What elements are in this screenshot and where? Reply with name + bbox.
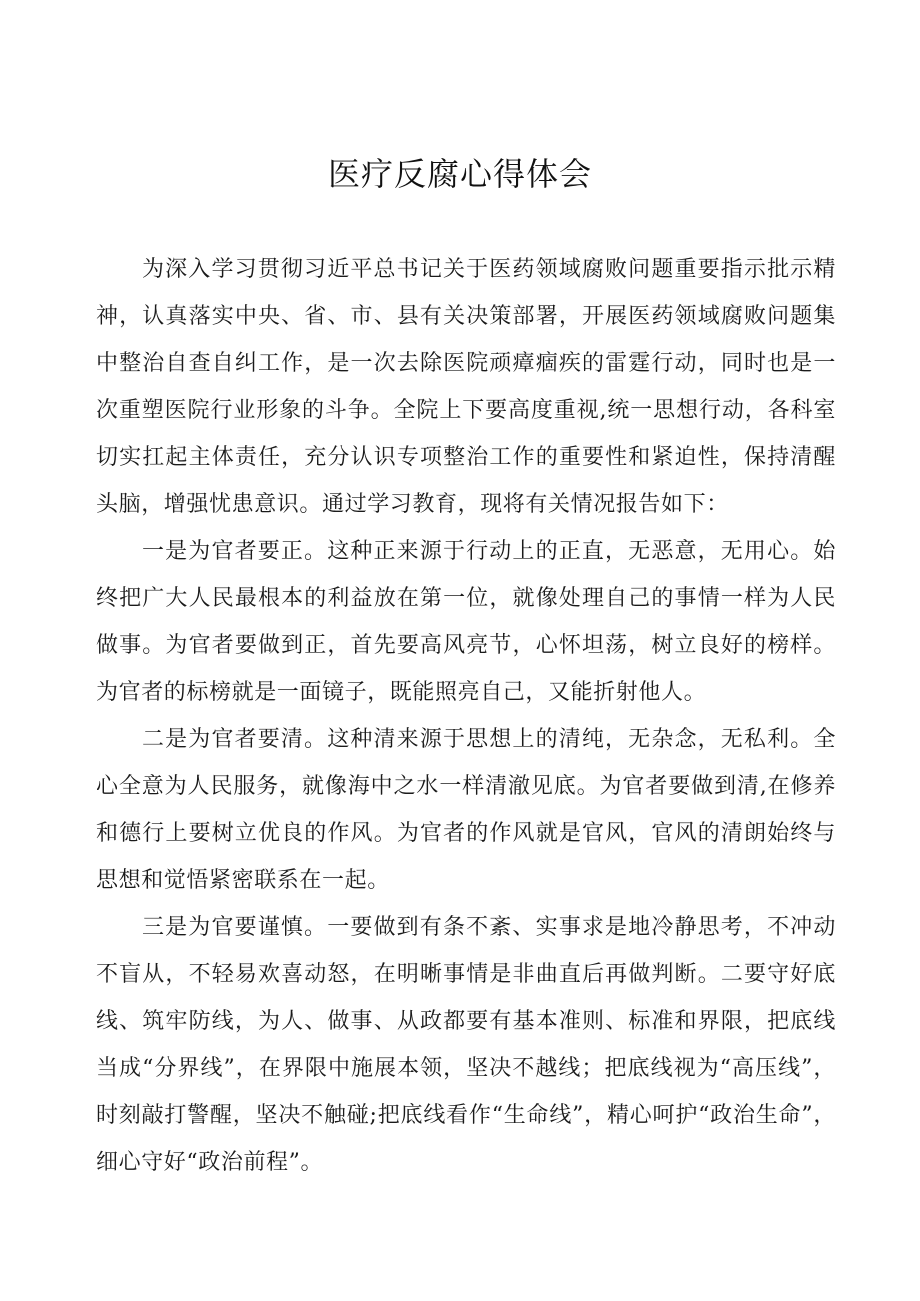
- document-title: 医疗反腐心得体会: [327, 155, 592, 193]
- paragraph-point-three: 三是为官要谨慎。一要做到有条不紊、实事求是地冷静思考，不冲动不盲从，不轻易欢喜动怒，在明晰事情是非曲直后再做判断。二要守好底线、筑牢防线，为人、做事、从政都要有基本准则、标准和界限，把底线当成“分界线”，在界限中施展本领，坚决不越线；把底线视为“高压线”，时刻敲打警醒，坚决不触碰;把底线看作“生命线”，精心呵护“政治生命”，细心守好“政治前程”。: [96, 915, 836, 1175]
- paragraph-point-two: 二是为官者要清。这种清来源于思想上的清纯，无杂念，无私利。全心全意为人民服务，就像海中之水一样清澈见底。为官者要做到清,在修养和德行上要树立优良的作风。为官者的作风就是官风，官风的清朗始终与思想和觉悟紧密联系在一起。: [96, 727, 836, 893]
- paragraph-intro: 为深入学习贯彻习近平总书记关于医药领域腐败问题重要指示批示精神，认真落实中央、省、市、县有关决策部署，开展医药领域腐败问题集中整治自查自纠工作，是一次去除医院顽瘴痼疾的雷霆行动，同时也是一次重塑医院行业形象的斗争。全院上下要高度重视,统一思想行动，各科室切实扛起主体责任，充分认识专项整治工作的重要性和紧迫性，保持清醒头脑，增强忧患意识。通过学习教育，现将有关情况报告如下：: [96, 257, 836, 517]
- paragraph-point-one: 一是为官者要正。这种正来源于行动上的正直，无恶意，无用心。始终把广大人民最根本的利益放在第一位，就像处理自己的事情一样为人民做事。为官者要做到正，首先要高风亮节，心怀坦荡，树立良好的榜样。为官者的标榜就是一面镜子，既能照亮自己，又能折射他人。: [96, 539, 836, 705]
- document-body: [96, 246, 836, 1186]
